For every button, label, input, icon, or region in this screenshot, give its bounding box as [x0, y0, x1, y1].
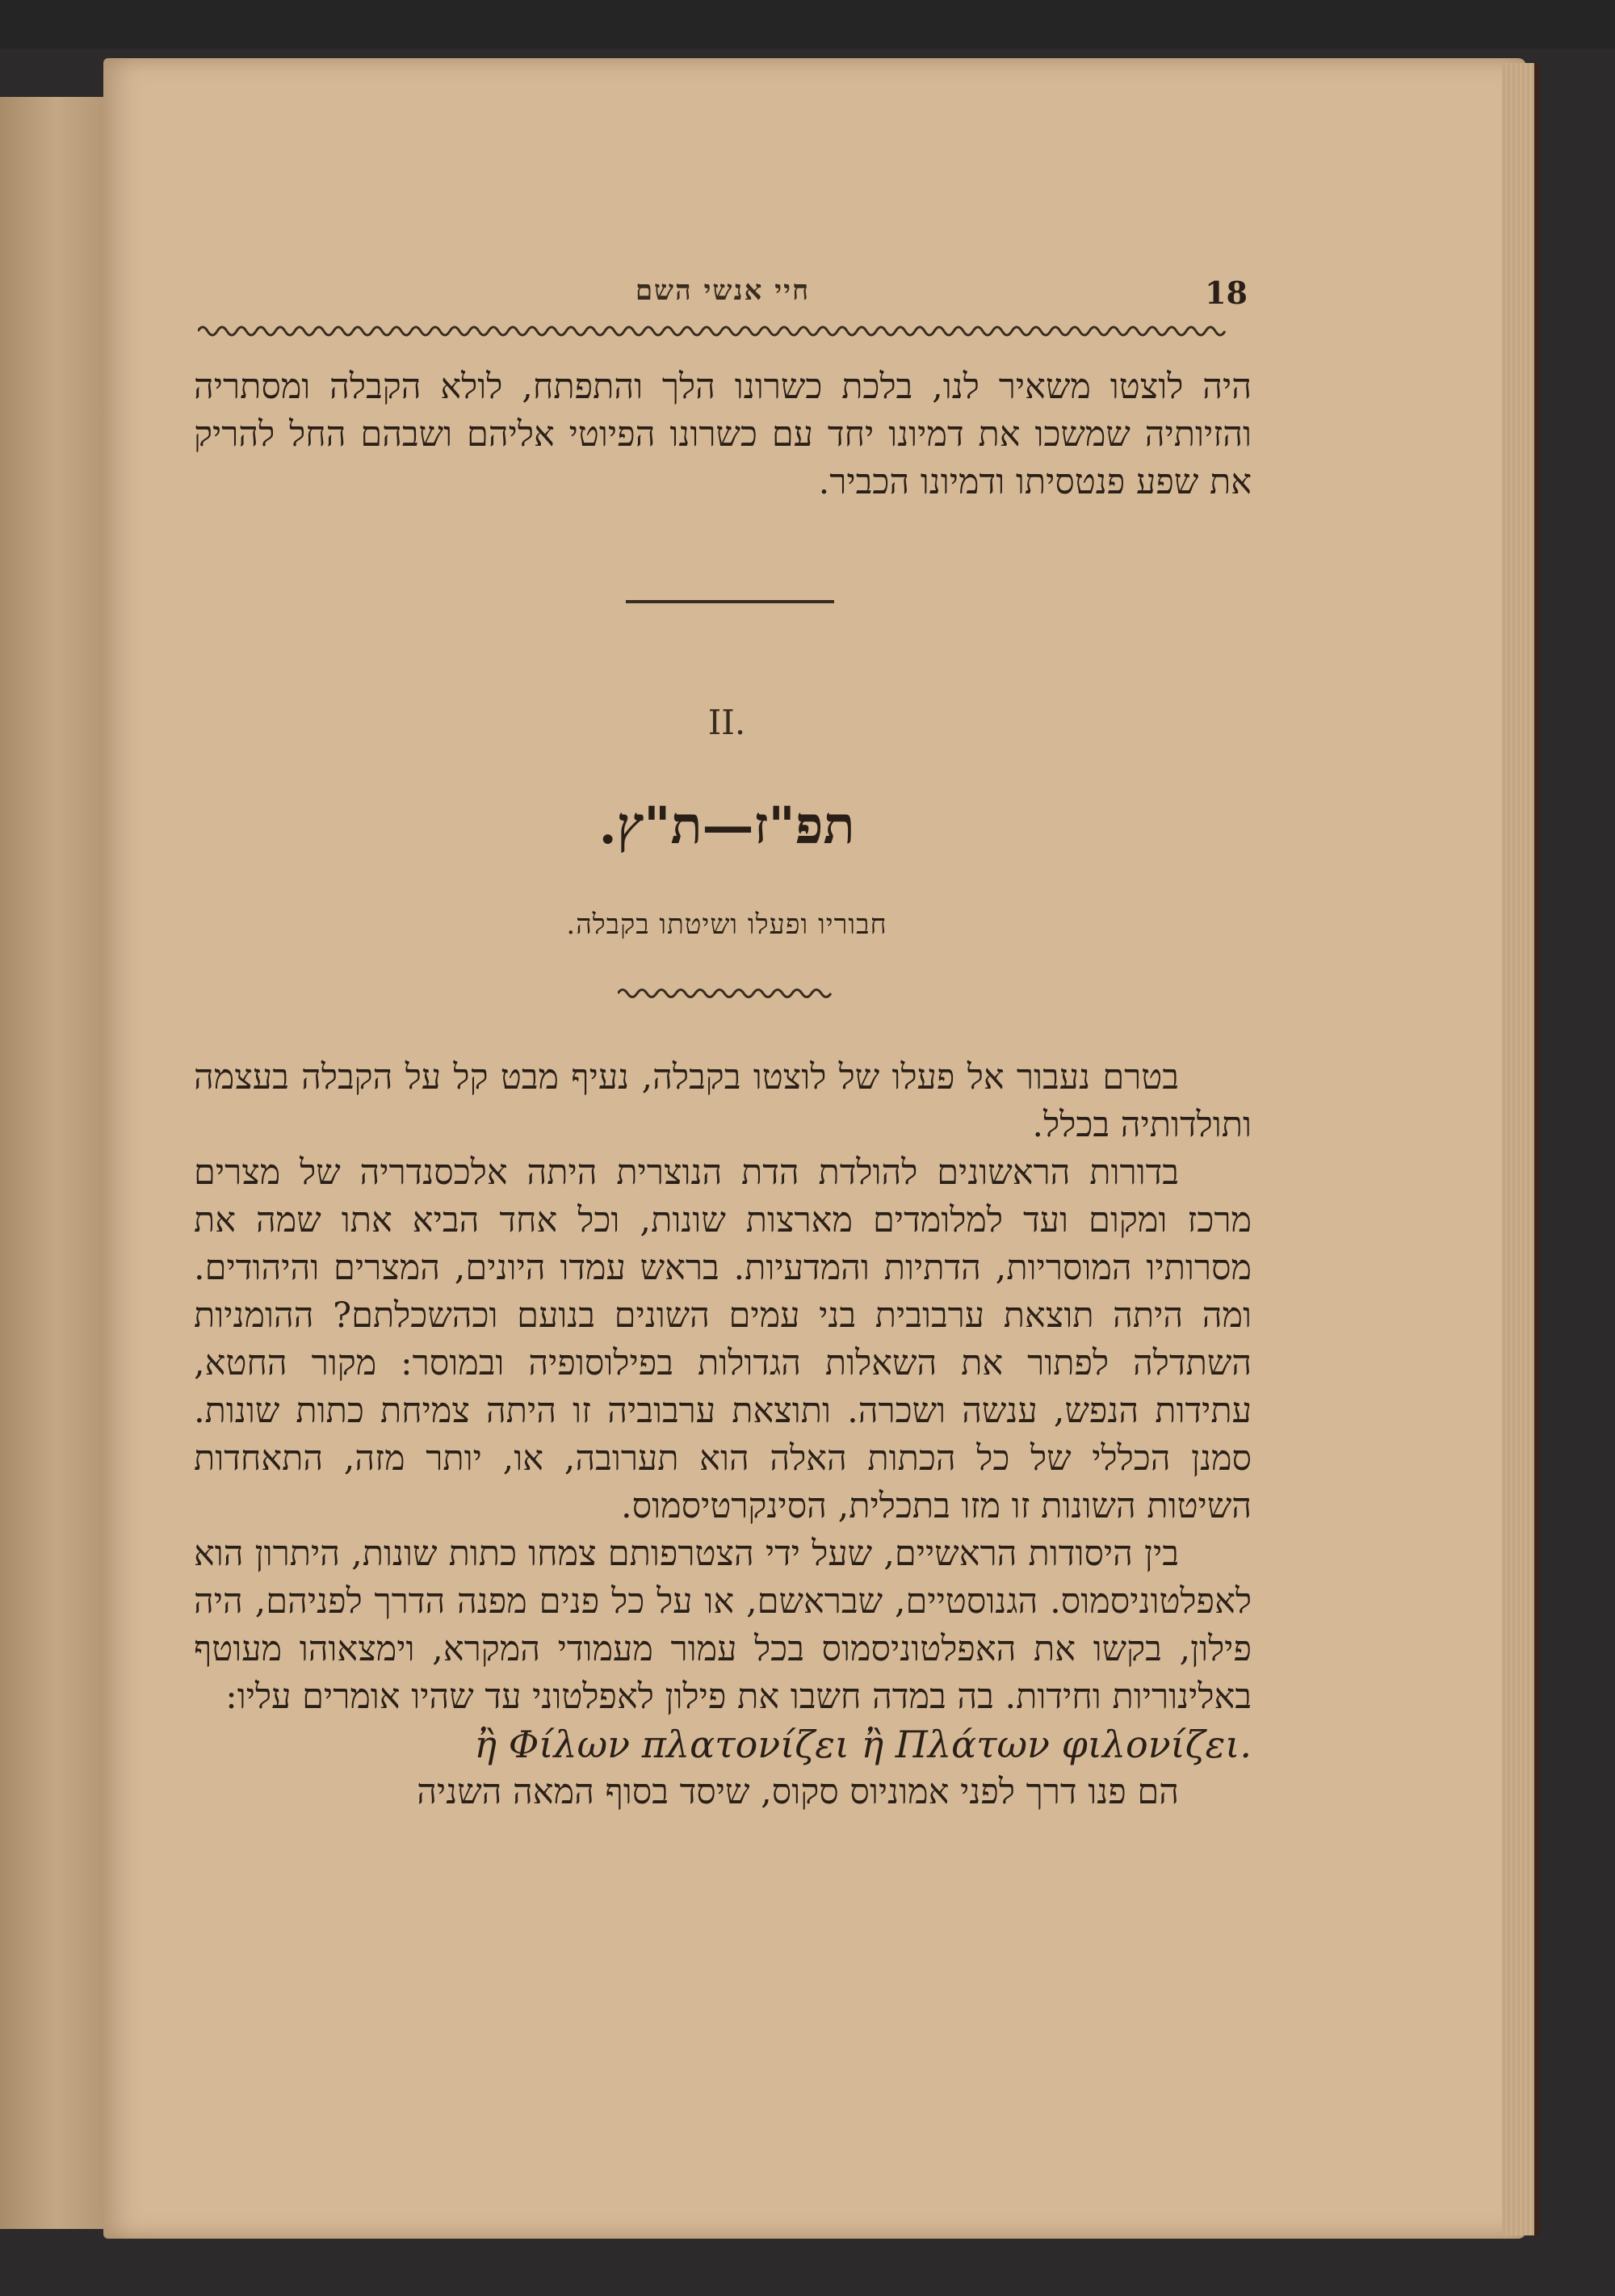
chapter-subtitle: חבוריו ופעלו ושיטתו בקבלה. [566, 909, 887, 941]
previous-page-edge [0, 97, 105, 2229]
main-text [194, 1054, 1252, 1816]
last-line: הם פנו דרך לפני אמוניוס סקוס, שיסד בסוף המאה השניה [417, 1772, 1179, 1812]
section-numeral: II. [707, 703, 746, 742]
subtitle-wavy-ornament [618, 984, 836, 1003]
chapter-title: תפ"ז—ת"ץ. [598, 795, 855, 856]
book-binding [0, 0, 1615, 48]
paragraph-3: בין היסודות הראשיים, שעל ידי הצטרפותם צמחו כתות שונות, היתרון הוא לאפלטוניסמוס. הגנוסטיים, שבראשם, או על כל פנים מפנה הדרך לפניהם, היה פילון, בקשו את האפלטוניסמוס בכל עמור מעמודי המקרא, וימצאוהו מעוטף באלינוריות וחידות. בה במדה חשבו את פילון לאפלטוני עד שהיו אומרים עליו: [194, 1534, 1252, 1717]
page-number: 18 [1205, 275, 1248, 311]
paragraph-1: בטרם נעבור אל פעלו של לוצטו בקבלה, נעיף מבט קל על הקבלה בעצמה ותולדותיה בכלל. [194, 1057, 1252, 1145]
page-header [198, 275, 1248, 323]
header-wavy-rule [198, 319, 1256, 343]
page-stack-edge [1502, 63, 1539, 2235]
running-title: חיי אנשי השם [635, 275, 811, 307]
section-divider-rule [626, 600, 834, 603]
top-paragraph-text: היה לוצטו משאיר לנו, בלכת כשרונו הלך והתפתח, לולא הקבלה ומסתריה והזיותיה שמשכו את דמיונו יחד עם כשרונו הפיוטי אליהם ושבהם החל להריק את שפע פנטסיתו ודמיונו הכביר. [194, 367, 1252, 502]
greek-quote: ἢ Φίλων πλατονίζει ἢ Πλάτων φιλονίζει. [474, 1723, 1252, 1766]
paragraph-2: בדורות הראשונים להולדת הדת הנוצרית היתה אלכסנדריה של מצרים מרכז ומקום ועד למלומדים מארצות שונות, וכל אחד הביא אתו שמה את מסרותיו המוסריות, הדתיות והמדעיות. בראש עמדו היונים, המצרים והיהודים. ומה היתה תוצאת ערבובית בני עמים השונים בנועם וכהשכלתם? ההומניות השתדלה לפתור את השאלות הגדולות בפילוסופיה ובמוסר: מקור החטא, עתידות הנפש, ענשה ושכרה. ותוצאת ערבוביה זו היתה צמיחת כתות שונות. סמנן הכללי של כל הכתות האלה הוא תערובה, או, יותר מזה, התאחדות השיטות השונות זו מזו בתכלית, הסינקרטיסמוס. [194, 1152, 1252, 1526]
top-paragraph [194, 363, 1252, 506]
